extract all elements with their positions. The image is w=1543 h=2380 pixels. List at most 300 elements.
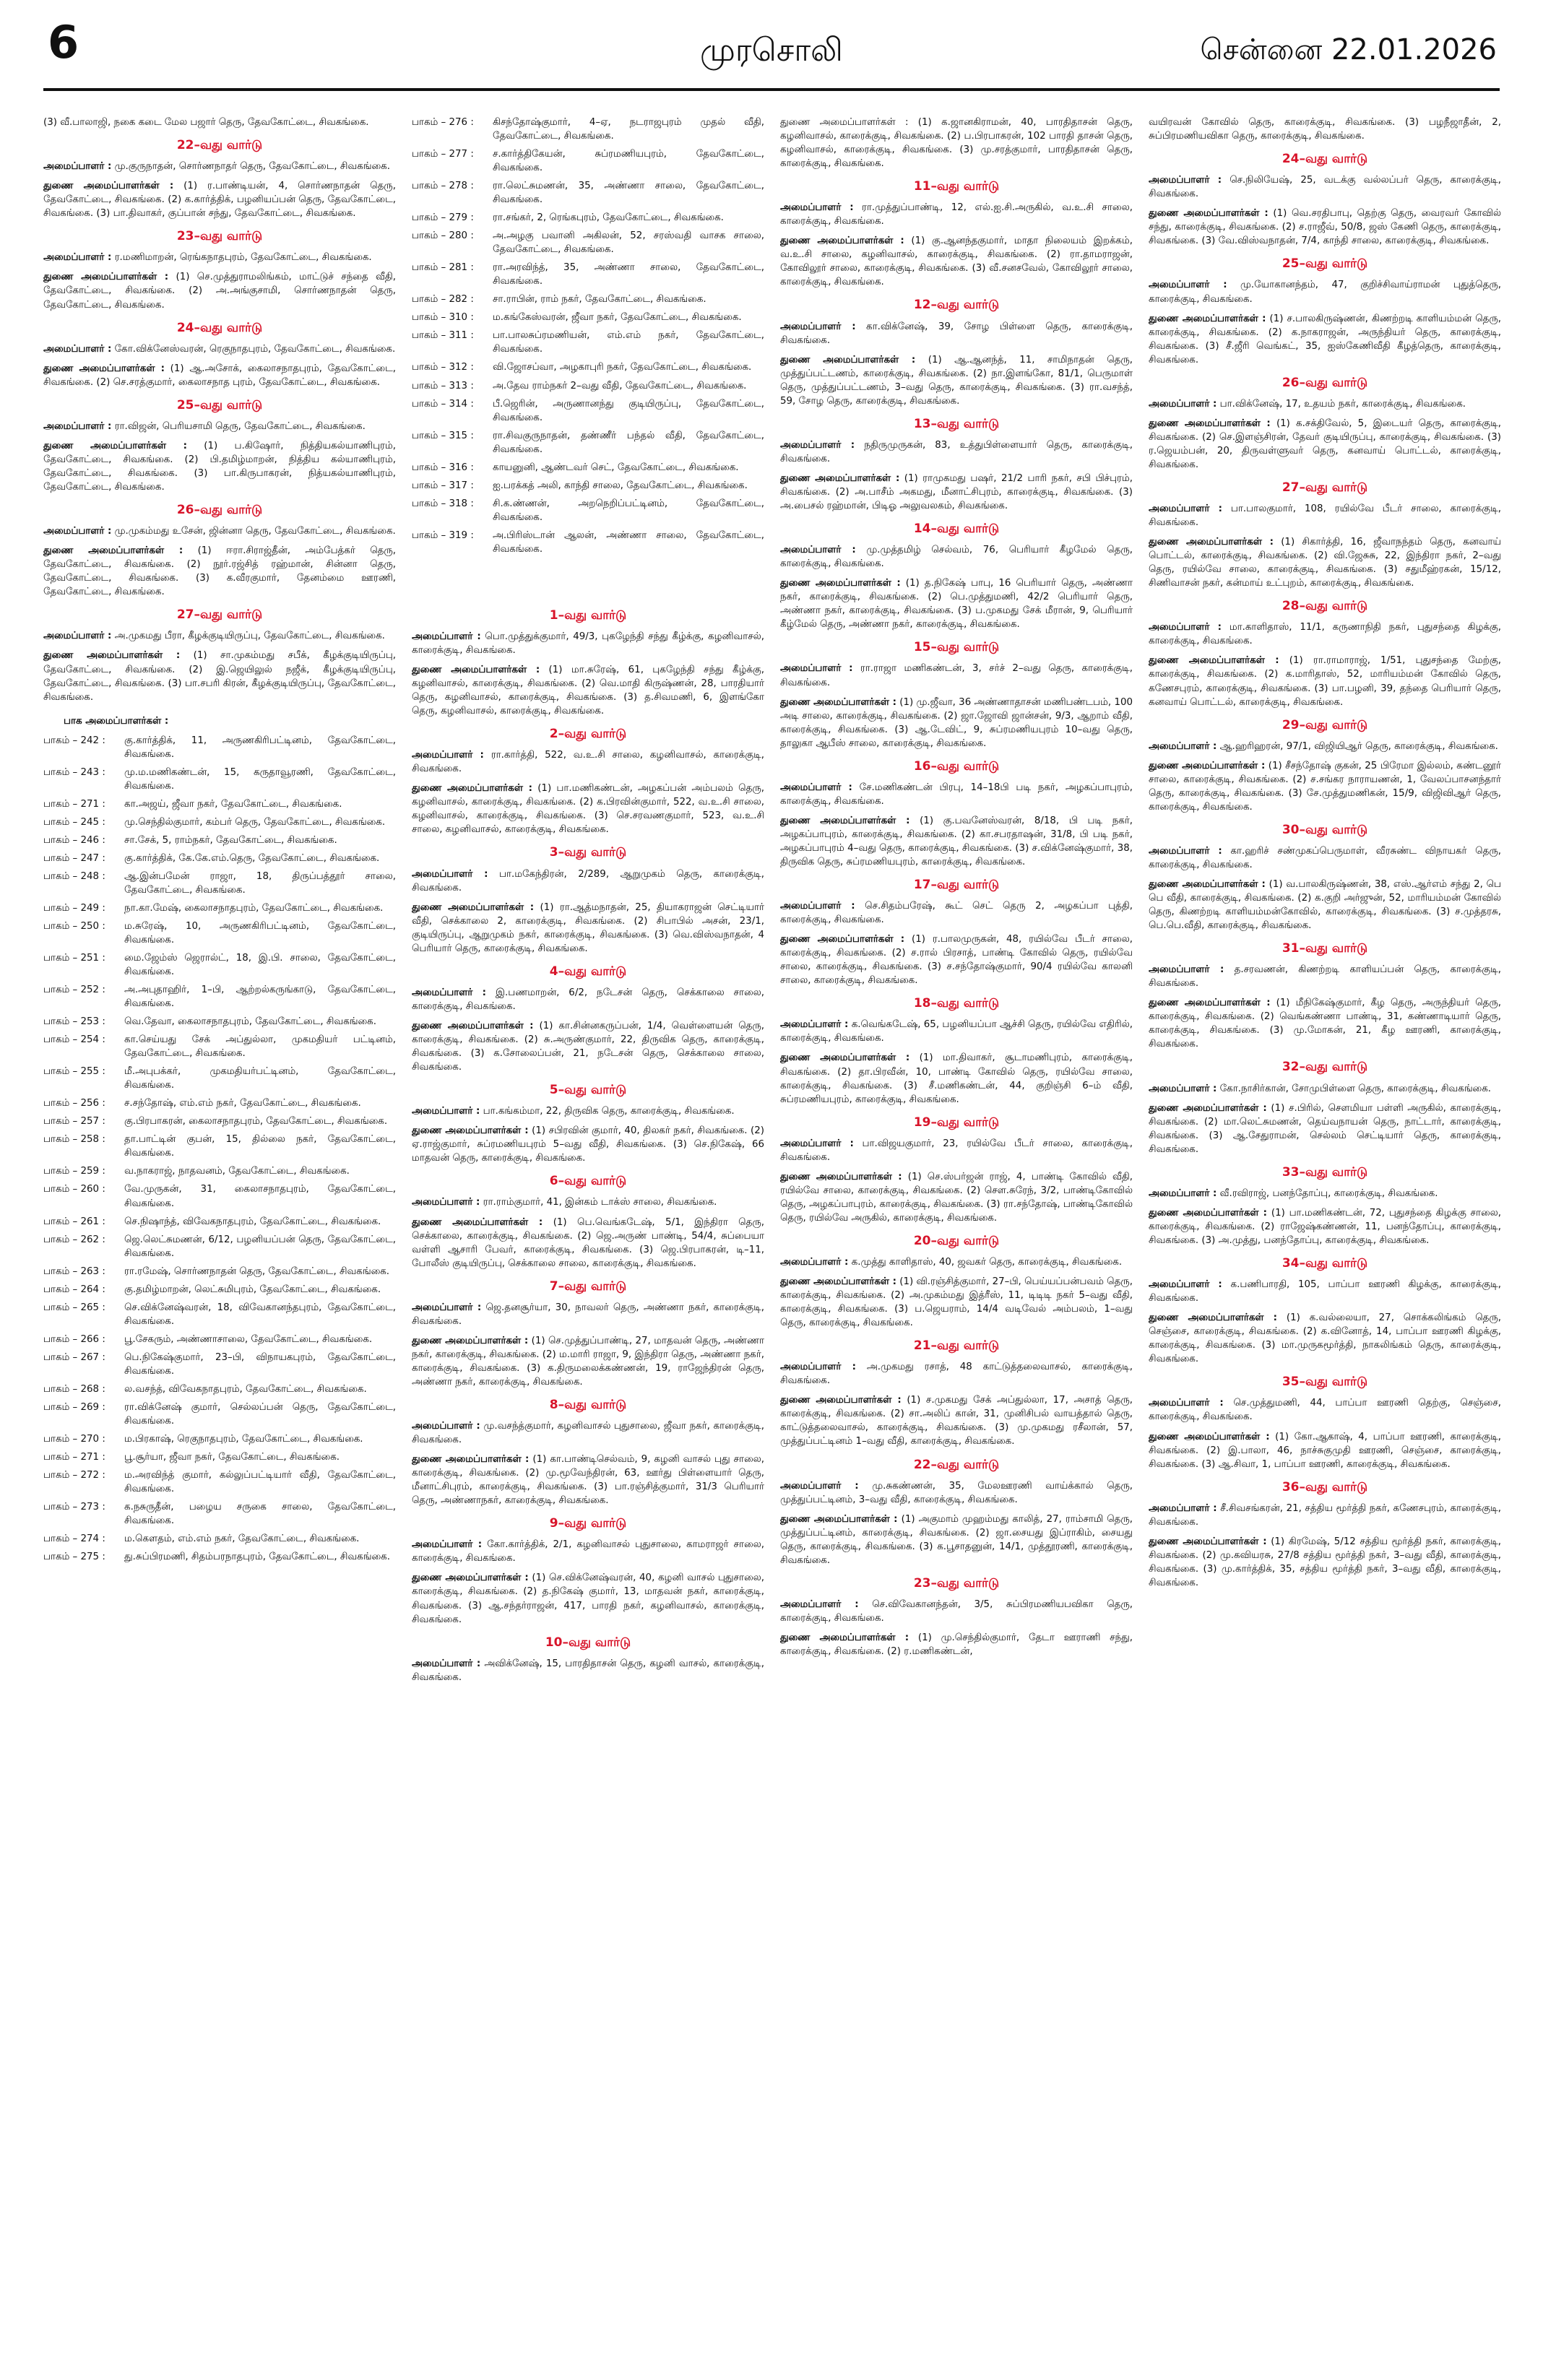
organizer-label: அமைப்பாளர் : xyxy=(412,868,488,880)
deputies-label: துணை அமைப்பாளர்கள் : xyxy=(43,181,174,192)
deputies-label: துணை அமைப்பாளர்கள் : xyxy=(1149,879,1266,891)
organizer-text: பொ.முத்துக்குமார், 49/3, புகழேந்தி சந்து கீழ்க்கு, கழனிவாசல், காரைக்குடி, சிவகங்கை. xyxy=(412,631,764,656)
booth-text: ரா.ரமேஷ், சொர்ணநாதன் தெரு, தேவகோட்டை, சிவகங்கை. xyxy=(124,1265,390,1277)
deputies-entry xyxy=(780,696,1133,750)
booth-text: ரா.விக்னேஷ் குமார், செல்லப்பன் தெரு, தேவகோட்டை, சிவகங்கை. xyxy=(124,1401,396,1427)
booth-number: பாகம் – 265 : xyxy=(43,1302,105,1313)
deputies-text: (1) ஆ.ஆனந்த், 11, சாமிநாதன் தெரு, முத்துப்பட்டணம், காரைக்குடி, சிவகங்கை. (2) நா.இளங்கோ, 81/1, பெருமாள் தெரு, முத்துப்பட்டணம், 3–வது தெரு, காரைக்குடி, சிவகங்கை. (3) ரா.வசந்த், 59, சோழ தெரு, காரைக்குடி, சிவகங்கை. xyxy=(780,354,1133,407)
dateline: சென்னை 22.01.2026 xyxy=(1200,33,1497,66)
organizer-entry xyxy=(780,899,1133,927)
organizer-label: அமைப்பாளர் : xyxy=(780,439,855,451)
deputies-label: துணை அமைப்பாளர்கள் : xyxy=(412,1572,529,1584)
booth-row xyxy=(43,852,396,865)
ward-heading: 10–வது வார்டு xyxy=(545,1635,631,1650)
booth-text: பூ.சேகரும், அண்ணாசாலை, தேவகோட்டை, சிவகங்கை. xyxy=(124,1333,373,1345)
deputies-entry xyxy=(412,1453,764,1507)
deputies-label: துணை அமைப்பாளர்கள் : xyxy=(412,665,540,676)
organizer-entry xyxy=(1149,844,1501,872)
newspaper-name: முரசொலி xyxy=(700,32,843,69)
deputies-label: துணை அமைப்பாளர்கள் : xyxy=(780,934,905,945)
masthead xyxy=(43,10,1500,91)
deputies-label: துணை அமைப்பாளர்கள் : xyxy=(412,1335,529,1346)
booth-number: பாகம் – 277 : xyxy=(412,149,474,160)
booth-number: பாகம் – 249 : xyxy=(43,902,105,914)
booth-text: பெ.நிகேஷ்குமார், 23–பி, விநாயகபுரம், தேவகோட்டை, சிவகங்கை. xyxy=(124,1351,396,1377)
deputies-entry xyxy=(412,901,764,956)
deputies-entry xyxy=(43,362,396,389)
booth-text: கு.தமிழ்மாறன், லெட்சுமிபுரம், தேவகோட்டை, சிவகங்கை. xyxy=(124,1284,381,1295)
organizer-entry xyxy=(1149,1396,1501,1424)
booth-number: பாகம் – 317 : xyxy=(412,480,474,491)
organizer-entry xyxy=(780,1598,1133,1625)
deputies-entry xyxy=(1149,535,1501,590)
deputies-text: (1) பெ.வெங்கடேஷ், 5/1, இந்திரா தெரு, செக்காலை, காரைக்குடி, சிவகங்கை. (2) ஜெ.அருண் பாண்டி, 54/4, சுப்பையா வள்ளி ஆசாரி பேவர், காரைக்குடி, சிவகங்கை. (3) ஜெ.பிரபாகரன், டி–11, போலீஸ் குடியிருப்பு, செக்காலை சாலை, காரைக்குடி, சிவகங்கை. xyxy=(412,1216,764,1269)
organizer-label: அமைப்பாளர் : xyxy=(1149,280,1227,291)
deputies-entry xyxy=(43,544,396,599)
deputies-text: (1) ர.பாண்டியன், 4, சொர்ணநாதன் தெரு, தேவகோட்டை, சிவகங்கை. (2) க.கார்த்திக், பழனியப்பன் தெரு, தேவகோட்டை, சிவகங்கை. (3) பா.திவாகர், குப்பான் சந்து, தேவகோட்டை, சிவகங்கை. xyxy=(43,181,396,220)
deputies-text: (1) சா.முகம்மது சபீக், கீழக்குடியிருப்பு, தேவகோட்டை, சிவகங்கை. (2) இ.ஜெயிலுல் நஜீக், கீழக்குடியிருப்பு, தேவகோட்டை, சிவகங்கை. (3) பா.சபரி கிரன், கீழக்குடியிருப்பு, தேவகோட்டை, சிவகங்கை. xyxy=(43,650,396,703)
deputies-entry xyxy=(780,472,1133,513)
organizer-label: அமைப்பாளர் : xyxy=(412,1302,482,1313)
booth-row xyxy=(43,1468,396,1496)
column-3 xyxy=(780,116,1133,2362)
booth-text: ஆ.இன்பமேன் ராஜா, 18, திருப்பத்தூர் சாலை, தேவகோட்டை, சிவகங்கை. xyxy=(124,870,396,896)
booth-number: பாகம் – 312 : xyxy=(412,362,474,373)
organizer-entry xyxy=(1149,278,1501,306)
ward-heading: 7–வது வார்டு xyxy=(549,1278,627,1294)
deputies-text: (1) சிகார்த்தி, 16, ஜீவாநந்தம் தெரு, கனவாய் பொட்டல், காரைக்குடி, சிவகங்கை. (2) வி.ஜேசுசு, 22, இந்திரா நகர், 2–வது தெரு, ரயில்வே சாலை, காரைக்குடி, சிவகங்கை. (3) சதுமீஹ்ரகன், 15/12, சிணிவாசன் நகர், கன்மாய் உட்புறம், காரைக்குடி, சிவகங்கை. xyxy=(1149,537,1501,589)
deputies-label: துணை அமைப்பாளர்கள் : xyxy=(412,901,535,913)
deputies-label: துணை அமைப்பாளர்கள் : xyxy=(780,1276,896,1288)
deputies-label: துணை அமைப்பாளர்கள் : xyxy=(43,272,169,283)
booth-row xyxy=(43,1033,396,1060)
booth-row xyxy=(43,1215,396,1229)
deputies-label: துணை அமைப்பாளர்கள் : xyxy=(43,545,183,557)
carry-over-text: வயிரவன் கோவில் தெரு, காரைக்குடி, சிவகங்கை. (3) பழநீஜாதீன், 2, சுப்பிரமணியவிகா தெரு, காரைக்குடி, சிவகங்கை. xyxy=(1149,117,1501,142)
deputies-entry xyxy=(43,179,396,220)
ward-heading: 22–வது வார்டு xyxy=(176,138,263,153)
deputies-entry xyxy=(780,1051,1133,1106)
organizer-entry xyxy=(412,748,764,776)
deputies-entry xyxy=(780,1170,1133,1225)
booth-number: பாகம் – 319 : xyxy=(412,529,474,541)
deputies-text: (1) கிரமேஷ், 5/12 சத்திய மூர்த்தி நகர், காரைக்குடி, சிவகங்கை. (2) மு.கவியரசு, 27/8 சத்திய மூர்த்தி நகர், 3–வது வீதி, காரைக்குடி, சிவகங்கை. (3) மு.கார்த்திக், 35, சத்திய மூர்த்தி நகர், 3–வது வீதி, காரைக்குடி, சிவகங்கை. xyxy=(1149,1536,1501,1588)
booth-text: அ.தேவ ராம்நகர் 2–வது வீதி, தேவகோட்டை, சிவகங்கை. xyxy=(493,380,747,391)
organizer-entry xyxy=(780,781,1133,808)
deputies-entry xyxy=(780,1631,1133,1658)
booth-text: சி.க.ண்ணன், அறநெறிப்பட்டினம், தேவகோட்டை, சிவகங்கை. xyxy=(493,498,764,523)
deputies-label: துணை அமைப்பாளர்கள் : xyxy=(1149,998,1271,1009)
deputies-text: (1) த.நிகேஷ் பாபு, 16 பெரியார் தெரு, அண்ணா நகர், காரைக்குடி, சிவகங்கை. (2) பெ.முத்துமணி, 42/2 பெரியார் தெரு, அண்ணா நகர், காரைக்குடி, சிவகங்கை. (3) ப.முகமது சேக் மீரான், 9, பெரியார் கீழ்மேல் தெரு, அண்ணா நகர், காரைக்குடி, சிவகங்கை. xyxy=(780,578,1133,631)
booth-number: பாகம் – 280 : xyxy=(412,230,474,242)
booth-text: செ.நிஷாந்த், விவேகநாதபுரம், தேவகோட்டை, சிவகங்கை. xyxy=(124,1216,381,1227)
organizer-entry xyxy=(1149,1082,1501,1096)
organizer-label: அமைப்பாளர் : xyxy=(412,1658,481,1669)
organizer-label: அமைப்பாளர் : xyxy=(1149,1083,1217,1094)
booth-number: பாகம் – 254 : xyxy=(43,1034,105,1046)
deputies-entry xyxy=(1149,1430,1501,1471)
booth-text: வி.ஜோசப்வா, அழகாபுரி நகர், தேவகோட்டை, சிவகங்கை. xyxy=(493,362,752,373)
ward-heading: 35–வது வார்டு xyxy=(1281,1375,1368,1390)
booth-row xyxy=(43,1115,396,1128)
organizer-entry xyxy=(780,320,1133,347)
booth-row xyxy=(43,1450,396,1464)
organizer-label: அமைப்பாளர் : xyxy=(1149,1187,1217,1199)
deputies-label: துணை அமைப்பாளர்கள் : xyxy=(1149,655,1279,667)
organizer-text: வீ.ரவிராஜ், பனந்தோப்பு, காரைக்குடி, சிவகங்கை. xyxy=(1219,1187,1438,1199)
ward-heading: 8–வது வார்டு xyxy=(549,1397,627,1412)
deputies-entry xyxy=(412,1571,764,1626)
organizer-text: மு.முத்தமிழ் செல்வம், 76, பெரியார் கீழமேல் தெரு, காரைக்குடி, சிவகங்கை. xyxy=(780,545,1133,570)
organizer-text: செ.நிலியேஷ், 25, வடக்கு வல்லப்பர் தெரு, காரைக்குடி, சிவகங்கை. xyxy=(1149,175,1501,200)
deputies-text: (1) செ.முத்துராமலிங்கம், மாட்டுச் சந்தை வீதி, தேவகோட்டை, சிவகங்கை. (2) அ.அங்குசாமி, சொர்ணநாதன் தெரு, தேவகோட்டை, சிவகங்கை. xyxy=(43,272,396,311)
booth-text: அ.அழகு பவானி அகிலன், 52, சரஸ்வதி வாசக சாலை, தேவகோட்டை, சிவகங்கை. xyxy=(493,230,764,256)
organizer-label: அமைப்பாளர் : xyxy=(1149,503,1222,515)
booth-text: ம.கங்கேஸ்வரன், ஜீவா நகர், தேவகோட்டை, சிவகங்கை. xyxy=(493,312,742,324)
organizer-entry xyxy=(780,1018,1133,1045)
deputies-label: துணை அமைப்பாளர்கள் : xyxy=(1149,1312,1278,1324)
organizer-entry xyxy=(412,1195,764,1209)
deputies-label: துணை அமைப்பாளர்கள் : xyxy=(1149,1102,1267,1114)
booth-text: பூ.சூர்யா, ஜீவா நகர், தேவகோட்டை, சிவகங்கை. xyxy=(124,1451,340,1463)
deputies-entry xyxy=(780,1513,1133,1567)
organizer-label: அமைப்பாளர் : xyxy=(43,526,112,537)
deputies-text: (1) ச.பாலகிருஷ்ணன், கிணற்றடி காளியம்மன் தெரு, காரைக்குடி, சிவகங்கை. (2) க.நாகராஜன், அருந்தியர் தெரு, காரைக்குடி, சிவகங்கை. (3) சீ.ஜீரி வெங்கட், 35, ஐஸ்கேணிவீதி கீழத்தெரு, காரைக்குடி, சிவகங்கை. xyxy=(1149,313,1501,365)
organizer-label: அமைப்பாளர் : xyxy=(412,1539,483,1551)
booth-row xyxy=(43,1382,396,1396)
booth-number: பாகம் – 281 : xyxy=(412,262,474,274)
deputies-entry xyxy=(412,1216,764,1271)
organizer-text: அ.முகமது பீரா, கீழக்குடியிருப்பு, தேவகோட்டை, சிவகங்கை. xyxy=(114,631,385,642)
organizer-entry xyxy=(780,543,1133,571)
booth-row xyxy=(43,983,396,1011)
deputies-label: துணை அமைப்பாளர்கள் : xyxy=(412,1454,530,1466)
booth-number: பாகம் – 279 : xyxy=(412,212,474,224)
booth-number: பாகம் – 242 : xyxy=(43,735,105,746)
deputies-text: (1) வ.பாலகிருஷ்ணன், 38, எஸ்.ஆர்எம் சந்து 2, பெ பெ வீதி, காரைக்குடி, சிவகங்கை. (2) க.குறி அர்ஜுன், 52, மாரியம்மன் கோவில் தெரு, கிணற்றடி காளியம்மன்கோவில், காரைக்குடி, சிவகங்கை. (3) ச.முத்தரசு, பெ.பெ.வீதி, காரைக்குடி, சிவகங்கை. xyxy=(1149,879,1501,932)
deputies-entry xyxy=(1149,417,1501,472)
ward-heading: 28–வது வார்டு xyxy=(1281,599,1368,614)
booth-number: பாகம் – 313 : xyxy=(412,380,474,391)
booth-row xyxy=(412,311,764,324)
booth-row xyxy=(43,815,396,829)
organizer-entry xyxy=(1149,502,1501,529)
booth-number: பாகம் – 243 : xyxy=(43,766,105,778)
ward-heading: 12–வது வார்டு xyxy=(913,298,1000,313)
column-4 xyxy=(1149,116,1501,2362)
booth-text: ச.சந்தோஷ், எம்.எம் நகர், தேவகோட்டை, சிவகங்கை. xyxy=(124,1098,361,1109)
booth-number: பாகம் – 266 : xyxy=(43,1333,105,1345)
organizer-label: அமைப்பாளர் : xyxy=(780,1480,859,1492)
organizer-entry xyxy=(412,1657,764,1684)
organizer-text: பா.விக்னேஷ், 17, உதயம் நகர், காரைக்குடி, சிவகங்கை. xyxy=(1219,398,1466,410)
deputies-text: (1) ச.முகமது சேக் அப்துல்லா, 17, அசாத் தெரு, காரைக்குடி, சிவகங்கை. (2) சா.அலிப் கான், 31, முனிசிபல் வாயத்தால் தெரு, காட்டுத்தலைவாசல், காரைக்குடி, சிவகங்கை. (3) மு.முகமது ரசீலான், 57, முத்துப்பட்டினம் 1–வது வீதி, காரைக்குடி, சிவகங்கை. xyxy=(780,1395,1133,1448)
booth-number: பாகம் – 274 : xyxy=(43,1533,105,1545)
booth-number: பாகம் – 273 : xyxy=(43,1502,105,1513)
booth-number: பாகம் – 258 : xyxy=(43,1134,105,1146)
organizer-entry xyxy=(1149,620,1501,648)
organizer-label: அமைப்பாளர் : xyxy=(412,1106,480,1117)
deputies-label: துணை அமைப்பாளர்கள் : xyxy=(412,1020,534,1031)
booth-number: பாகம் – 248 : xyxy=(43,870,105,882)
column-1 xyxy=(43,116,396,2362)
ward-heading: 27–வது வார்டு xyxy=(176,607,263,623)
ward-heading: 1–வது வார்டு xyxy=(549,607,627,623)
organizer-text: சே.மணிகண்டன் பிரபு, 14–18பி படி நகர், அழகப்பாபுரம், காரைக்குடி, சிவகங்கை. xyxy=(780,782,1133,807)
booth-text: நா.கா.மேஷ், கைலாசநாதபுரம், தேவகோட்டை, சிவகங்கை. xyxy=(124,902,384,914)
booth-row xyxy=(43,1283,396,1297)
organizer-text: கோ.விக்னேஸ்வரன், ரெகுநாதபுரம், தேவகோட்டை, சிவகங்கை. xyxy=(114,343,396,355)
deputies-text: (1) மீநிகேஷ்குமார், கீழ தெரு, அருந்தியர் தெரு, காரைக்குடி, சிவகங்கை. (2) வெங்கண்ணா பாண்டி, 31, கண்ணாடியார் தெரு, காரைக்குடி, சிவகங்கை. (3) மு.மோகன், 21, கீழ ஊரணி, காரைக்குடி, சிவகங்கை. xyxy=(1149,998,1501,1050)
deputies-text: (1) அகுமாம் முஹம்மது காலித், 27, ராம்சாமி தெரு, முத்துப்பட்டினம், காரைக்குடி, சிவகங்கை. (2) ஜா.சையது இப்ராகிம், சையது தெரு, காரைக்குடி, சிவகங்கை. (3) க.பூசாதனுன், 14/1, முத்தூரணி, காரைக்குடி, சிவகங்கை. xyxy=(780,1513,1133,1566)
booth-row xyxy=(43,834,396,847)
booth-number: பாகம் – 261 : xyxy=(43,1216,105,1227)
organizer-text: ரா.கார்த்தி, 522, வ.உ.சி சாலை, கழனிவாசல், காரைக்குடி, சிவகங்கை. xyxy=(412,750,764,775)
organizer-label: அமைப்பாளர் : xyxy=(412,631,481,642)
carry-over-text: (3) வீ.பாலாஜி, நகை கடை மேல பஜார் தெரு, தேவகோட்டை, சிவகங்கை. xyxy=(43,117,369,128)
booth-row xyxy=(43,1301,396,1328)
deputies-entry xyxy=(43,439,396,494)
booth-number: பாகம் – 275 : xyxy=(43,1552,105,1563)
organizer-text: அ.முகமது ரசாத், 48 காட்டுத்தலைவாசல், காரைக்குடி, சிவகங்கை. xyxy=(780,1362,1133,1387)
deputies-label: துணை அமைப்பாளர்கள் : xyxy=(780,1395,902,1406)
booth-number: பாகம் – 255 : xyxy=(43,1066,105,1078)
booth-row xyxy=(412,293,764,306)
organizer-entry xyxy=(780,438,1133,466)
organizer-label: அமைப்பாளர் : xyxy=(780,1019,849,1031)
organizer-text: இ.பணமாறன், 6/2, நடேசன் தெரு, செக்காலை சாலை, காரைக்குடி, சிவகங்கை. xyxy=(412,987,764,1012)
booth-number: பாகம் – 250 : xyxy=(43,920,105,932)
booth-number: பாகம் – 259 : xyxy=(43,1166,105,1177)
organizer-entry xyxy=(412,1419,764,1447)
deputies-text: (1) ஈரா.சிராஜ்தீன், அம்பேத்கர் தெரு, தேவகோட்டை, சிவகங்கை. (2) நூர்.ரஜ்சித் ரஹ்மான், சின்னா தெரு, தேவகோட்டை, சிவகங்கை. (3) க.வீரகுமார், தேனம்மை ஊரணி, தேவகோட்டை, சிவகங்கை. xyxy=(43,545,396,598)
organizer-label: அமைப்பாளர் : xyxy=(780,545,856,556)
ward-heading: 31–வது வார்டு xyxy=(1281,941,1368,956)
ward-heading: 25–வது வார்டு xyxy=(1281,256,1368,272)
page-number: 6 xyxy=(48,16,79,69)
booth-row xyxy=(412,329,764,356)
booth-row xyxy=(43,1432,396,1446)
booth-row xyxy=(412,261,764,288)
booth-row xyxy=(412,379,764,393)
deputies-entry xyxy=(1149,1206,1501,1247)
ward-heading: 34–வது வார்டு xyxy=(1281,1256,1368,1271)
deputies-entry xyxy=(780,576,1133,631)
organizer-text: மு.முகம்மது உசேன், ஜின்னா தெரு, தேவகோட்டை, சிவகங்கை. xyxy=(114,526,396,537)
organizer-text: ரா.முத்துப்பாண்டி, 12, எல்.ஐ.சி.அருகில், வ.உ.சி சாலை, காரைக்குடி, சிவகங்கை. xyxy=(780,202,1133,228)
booth-row xyxy=(412,179,764,207)
organizer-label: அமைப்பாளர் : xyxy=(780,1138,854,1149)
organizer-text: பா.கங்கம்மா, 22, திருவிக தெரு, காரைக்குடி, சிவகங்கை. xyxy=(483,1106,735,1117)
deputies-text: (1) ச.பிரில், சௌமியா பள்ளி அருகில், காரைக்குடி, சிவகங்கை. (2) மா.லெட்சுமணன், தெய்வநாயன் தெரு, நாட்டார், காரைக்குடி, சிவகங்கை. (3) ஆ.சேதுராமன், செல்லம் செட்டியார் தெரு, காரைக்குடி, சிவகங்கை. xyxy=(1149,1102,1501,1155)
booth-row xyxy=(43,734,396,761)
ward-heading: 9–வது வார்டு xyxy=(549,1516,627,1531)
organizer-text: செ.முத்துமணி, 44, பாப்பா ஊரணி தெற்கு, செஞ்சை, காரைக்குடி, சிவகங்கை. xyxy=(1149,1398,1501,1423)
deputies-text: (1) க.சக்திவேல், 5, இடையர் தெரு, காரைக்குடி, சிவகங்கை. (2) செ.இளஞ்சிரன், தேவர் குடியிருப்பு, காரைக்குடி, சிவகங்கை. (3) ர.ஜெயம்பன், 20, திருவள்ளுவர் தெரு, கனவாய் பொட்டல், காரைக்குடி, சிவகங்கை. xyxy=(1149,417,1501,470)
ward-heading: 30–வது வார்டு xyxy=(1281,822,1368,837)
booth-text: மை.ஜேம்ஸ் ஜெரால்ட், 18, இ.பி. சாலை, தேவகோட்டை, சிவகங்கை. xyxy=(124,953,396,978)
organizer-text: பா.மகேந்திரன், 2/289, ஆறுமுகம் தெரு, காரைக்குடி, சிவகங்கை. xyxy=(412,868,764,893)
booth-row xyxy=(412,397,764,425)
deputies-text: (1) ரா.ராமாராஜ், 1/51, புதுசந்தை மேற்கு, காரைக்குடி, சிவகங்கை. (2) க.மாரிதாஸ், 52, மாரியம்மன் கோவில் தெரு, கணேசபுரம், காரைக்குடி, சிவகங்கை. (3) பா.பழனி, 39, தந்தை பெரியார் தெரு, கனவாய் பொட்டல், காரைக்குடி, சிவகங்கை. xyxy=(1149,655,1501,708)
booth-row xyxy=(43,1265,396,1278)
deputies-entry xyxy=(412,1334,764,1389)
booth-number: பாகம் – 311 : xyxy=(412,330,474,342)
booth-text: பா.பாலசுப்ரமணியன், எம்.எம் நகர், தேவகோட்டை, சிவகங்கை. xyxy=(493,330,764,355)
carry-over-text: துணை அமைப்பாளர்கள் : (1) க.ஜானகிராமன், 40, பாரதிதாசன் தெரு, கழனிவாசல், காரைக்குடி, சிவகங்கை. (2) ப.பிரபாகரன், 102 பாரதி தாசன் தெரு, கழனிவாசல், காரைக்குடி, சிவகங்கை. (3) மு.சரத்குமார், பாரதிதாசன் தெரு, காரைக்குடி, சிவகங்கை. xyxy=(780,117,1133,170)
organizer-text: அவிக்னேஷ், 15, பாரதிதாசன் தெரு, கழனி வாசல், காரைக்குடி, சிவகங்கை. xyxy=(412,1658,764,1683)
ward-heading: 23–வது வார்டு xyxy=(176,229,263,244)
booth-row xyxy=(412,529,764,556)
deputies-entry xyxy=(412,782,764,836)
deputies-entry xyxy=(1149,1311,1501,1366)
deputies-entry xyxy=(412,1019,764,1074)
booth-row xyxy=(412,211,764,225)
organizer-text: கா.ஹரிச் சண்முகப்பெருமாள், வீரசுண்ட விநாயகர் தெரு, காரைக்குடி, சிவகங்கை. xyxy=(1149,845,1501,870)
booth-row xyxy=(43,1550,396,1564)
organizer-entry xyxy=(412,1104,764,1118)
booth-number: பாகம் – 245 : xyxy=(43,816,105,828)
booth-row xyxy=(43,1333,396,1346)
deputies-entry xyxy=(780,1275,1133,1330)
deputies-text: (1) மா.சுரேஷ், 61, புகழேந்தி சந்து கீழ்க்கு, கழனிவாசல், காரைக்குடி, சிவகங்கை. (2) வெ.மாதி கிருஷ்ணன், 28, பாரதியார் தெரு, கழனிவாசல், காரைக்குடி, சிவகங்கை. (3) த.சிவமணி, 6, இளங்கோ தெரு, கழனிவாசல், காரைக்குடி, சிவகங்கை. xyxy=(412,665,764,717)
deputies-label: துணை அமைப்பாளர்கள் : xyxy=(1149,417,1271,429)
booth-row xyxy=(43,1233,396,1260)
ward-heading: 26–வது வார்டு xyxy=(176,503,263,518)
organizer-entry xyxy=(780,1360,1133,1388)
booth-row xyxy=(43,1182,396,1210)
deputies-text: (1) பா.மணிகண்டன், அழகப்பன் அம்பலம் தெரு, கழனிவாசல், காரைக்குடி, சிவகங்கை. (2) க.பிரவின்குமார், 522, வ.உ.சி சாலை, கழனிவாசல், காரைக்குடி, சிவகங்கை. (3) செ.சரவணகுமார், 523, வ.உ.சி சாலை, கழனிவாசல், காரைக்குடி, சிவகங்கை. xyxy=(412,783,764,836)
booth-text: செ.விக்னேஷ்வரன், 18, விவேகானந்தபுரம், தேவகோட்டை, சிவகங்கை. xyxy=(124,1302,396,1327)
organizer-text: செ.விவேகானந்தன், 3/5, சுப்பிரமணியபவிகா தெரு, காரைக்குடி, சிவகங்கை. xyxy=(780,1598,1133,1624)
deputies-entry xyxy=(43,649,396,704)
organizer-entry xyxy=(1149,1502,1501,1529)
deputies-label: துணை அமைப்பாளர்கள் : xyxy=(1149,1431,1270,1442)
booth-text: ஜெ.லெட்சுமணன், 6/12, பழனியப்பன் தெரு, தேவகோட்டை, சிவகங்கை. xyxy=(124,1234,396,1259)
booth-text: அ.பிரிஸ்டான் ஆலன், அண்ணா சாலை, தேவகோட்டை, சிவகங்கை. xyxy=(493,529,764,555)
booth-text: அ.அபுதாஹிர், 1–பி, ஆற்றல்கருங்காடு, தேவகோட்டை, சிவகங்கை. xyxy=(124,985,396,1010)
organizer-entry xyxy=(780,1137,1133,1164)
organizer-entry xyxy=(1149,963,1501,990)
organizer-label: அமைப்பாளர் : xyxy=(780,202,854,214)
organizer-label: அமைப்பாளர் : xyxy=(43,161,112,173)
booth-text: க.நசுருதீன், பழைய சருகை சாலை, தேவகோட்டை, சிவகங்கை. xyxy=(124,1502,396,1527)
booth-text: கு.கார்த்திக், கே.கே.எம்.தெரு, தேவகோட்டை, சிவகங்கை. xyxy=(124,852,380,864)
deputies-label: துணை அமைப்பாளர்கள் : xyxy=(43,363,165,374)
ward-heading: 14–வது வார்டு xyxy=(913,522,1000,537)
booth-row xyxy=(412,229,764,256)
booth-number: பாகம் – 264 : xyxy=(43,1284,105,1295)
organizer-entry xyxy=(1149,1278,1501,1305)
deputies-text: (1) செ.ஸ்பர்ஜன் ராஜ், 4, பாண்டி கோவில் வீதி, ரயில்வே சாலை, காரைக்குடி, சிவகங்கை. (2) சௌ.சுரேந், 3/2, பாண்டிகோவில் தெரு, அழகப்பாபுரம், காரைக்குடி, சிவகங்கை. (3) ரா.சந்தோஷ், பாண்டிகோவில் தெரு, ரயில்வே அருகில், காரைக்குடி, சிவகங்கை. xyxy=(780,1171,1133,1224)
booth-row xyxy=(412,461,764,475)
deputies-label: துணை அமைப்பாளர்கள் : xyxy=(780,472,900,484)
booth-number: பாகம் – 263 : xyxy=(43,1265,105,1277)
organizer-label: அமைப்பாளர் : xyxy=(780,321,856,332)
organizer-label: அமைப்பாளர் : xyxy=(1149,1398,1224,1409)
organizer-label: அமைப்பாளர் : xyxy=(1149,964,1224,976)
deputies-text: (1) ஆ.அசோக், கைலாசநாதபுரம், தேவகோட்டை, சிவகங்கை. (2) செ.சரத்குமார், கைலாசநாத புரம், தேவகோட்டை, சிவகங்கை. xyxy=(43,363,396,388)
deputies-text: (1) சீசந்தோஷ் குகன், 25 பிரேமா இல்லம், கண்டனூர் சாலை, காரைக்குடி, சிவகங்கை. (2) ச.சங்கர நாராயணன், 1, வேலப்பாசனந்தார் தெரு, காரைக்குடி, சிவகங்கை. (3) சே.முத்துமணிகன், 15/9, விஜிவிஆர் தெரு, காரைக்குடி, சிவகங்கை. xyxy=(1149,760,1501,813)
booth-text: ல.வசந்த், விவேகநாதபுரம், தேவகோட்டை, சிவகங்கை. xyxy=(124,1383,367,1395)
deputies-text: (1) ப.கிஷோர், நித்தியகல்யாணிபுரம், தேவகோட்டை, சிவகங்கை. (2) பி.தமிழ்மாறன், நித்திய கல்யாணிபுரம், தேவகோட்டை, சிவகங்கை. (3) பா.கிருபாகரன், நித்யகல்யாணிபுரம், தேவகோட்டை, சிவகங்கை. xyxy=(43,440,396,493)
deputies-label: துணை அமைப்பாளர்கள் : xyxy=(43,650,181,662)
booth-number: பாகம் – 278 : xyxy=(412,181,474,192)
ward-heading: 16–வது வார்டு xyxy=(913,758,1000,774)
organizer-text: ரா.ராஜா மணிகண்டன், 3, சர்ச் 2–வது தெரு, காரைக்குடி, சிவகங்கை. xyxy=(780,663,1133,688)
deputies-label: துணை அமைப்பாளர்கள் : xyxy=(780,1052,910,1064)
column-2 xyxy=(412,116,764,2362)
organizer-text: மு.சுகண்ணன், 35, மேலஊரணி வாய்க்கால் தெரு, முத்துப்பட்டினம், 3–வது வீதி, காரைக்குடி, சிவகங்கை. xyxy=(780,1480,1133,1505)
ward-heading: 24–வது வார்டு xyxy=(1281,152,1368,167)
organizer-entry xyxy=(43,251,396,264)
booth-row xyxy=(43,1096,396,1110)
deputies-label: துணை அமைப்பாளர்கள் : xyxy=(412,1125,529,1137)
deputies-label: துணை அமைப்பாளர்கள் : xyxy=(780,696,897,708)
booth-row xyxy=(43,951,396,979)
organizer-entry xyxy=(43,629,396,643)
ward-heading: 26–வது வார்டு xyxy=(1281,375,1368,390)
booth-number: பாகம் – 276 : xyxy=(412,117,474,128)
deputies-label: துணை அமைப்பாளர்கள் : xyxy=(1149,760,1266,771)
ward-heading: 32–வது வார்டு xyxy=(1281,1060,1368,1075)
booth-number: பாகம் – 260 : xyxy=(43,1184,105,1195)
booth-text: கிசந்தோஷ்குமார், 4–ஏ, நடராஜபுரம் முதல் வீதி, தேவகோட்டை, சிவகங்கை. xyxy=(493,117,764,142)
booth-text: கா.அஜய், ஜீவா நகர், தேவகோட்டை, சிவகங்கை. xyxy=(124,798,342,810)
deputies-entry xyxy=(780,234,1133,289)
booth-row xyxy=(43,870,396,897)
booth-number: பாகம் – 271 : xyxy=(43,1451,105,1463)
deputies-text: (1) வெ.சரதிபாபு, தெற்கு தெரு, வைரவர் கோவில் சந்து, காரைக்குடி, சிவகங்கை. (2) ச.ராஜீவ், 50/8, ஜஸ் கேணி தெரு, காரைக்குடி, சிவகங்கை. (3) வே.விஸ்வநாதன், 7/4, காந்தி சாலை, காரைக்குடி, சிவகங்கை. xyxy=(1149,208,1501,247)
deputies-label: துணை அமைப்பாளர்கள் : xyxy=(1149,537,1274,548)
organizer-entry xyxy=(412,867,764,895)
organizer-label: அமைப்பாளர் : xyxy=(412,1421,480,1432)
ward-heading: 17–வது வார்டு xyxy=(913,877,1000,892)
organizer-text: க.பணிபாரதி, 105, பாப்பா ஊரணி கிழக்கு, காரைக்குடி, சிவகங்கை. xyxy=(1149,1279,1501,1304)
deputies-text: (1) செ.முத்துப்பாண்டி, 27, மாதவன் தெரு, அண்ணா நகர், காரைக்குடி, சிவகங்கை. (2) ம.மாரி ராஜா, 9, இந்திரா தெரு, அண்ணா நகர், காரைக்குடி, சிவகங்கை. (3) க.திருமலைக்கண்ணன், 19, ராஜேந்திரன் தெரு, அண்ணா நகர், காரைக்குடி, சிவகங்கை. xyxy=(412,1335,764,1388)
booth-row xyxy=(43,1351,396,1378)
booth-number: பாகம் – 262 : xyxy=(43,1234,105,1245)
organizer-label: அமைப்பாளர் : xyxy=(780,901,855,912)
deputies-entry xyxy=(1149,654,1501,709)
booth-text: கா.செய்யது சேக் அப்துல்லா, முகமதியர் பட்டினம், தேவகோட்டை, சிவகங்கை. xyxy=(124,1034,396,1060)
booth-number: பாகம் – 270 : xyxy=(43,1433,105,1445)
booth-text: ம.கௌதம், எம்.எம் நகர், தேவகோட்டை, சிவகங்கை. xyxy=(124,1533,360,1545)
deputies-text: (1) மா.திவாகர், சூடாமணிபுரம், காரைக்குடி, சிவகங்கை. (2) தா.பிரவீன், 10, பாண்டி கோவில் தெரு, ரயில்வே சாலை, காரைக்குடி, சிவகங்கை. (3) சீ.மணிகண்டன், 44, குறிஞ்சி 6–ம் வீதி, சுப்ரமணியபுரம், காரைக்குடி, சிவகங்கை. xyxy=(780,1052,1133,1105)
organizer-text: த.சரவணன், கிணற்றடி காளியப்பன் தெரு, காரைக்குடி, சிவகங்கை. xyxy=(1149,964,1501,990)
organizer-text: சீ.சிவசங்கரன், 21, சத்திய மூர்த்தி நகர், கணேசபுரம், காரைக்குடி, சிவகங்கை. xyxy=(1149,1502,1501,1528)
ward-heading: 36–வது வார்டு xyxy=(1281,1479,1368,1494)
deputies-text: (1) மு.செந்தில்குமார், தேடா ஊராணி சந்து, காரைக்குடி, சிவகங்கை. (2) ர.மணிகண்டன், xyxy=(780,1632,1133,1658)
booth-number: பாகம் – 268 : xyxy=(43,1383,105,1395)
article-columns xyxy=(43,116,1503,2362)
booth-text: கு.கார்த்திக், 11, அருணகிரிபட்டினம், தேவகோட்டை, சிவகங்கை. xyxy=(124,735,396,760)
organizer-label: அமைப்பாளர் : xyxy=(43,252,112,264)
organizer-text: கா.விக்னேஷ், 39, சோழ பிள்ளை தெரு, காரைக்குடி, சிவகங்கை. xyxy=(780,321,1133,346)
booth-number: பாகம் – 246 : xyxy=(43,834,105,846)
deputies-label: துணை அமைப்பாளர்கள் : xyxy=(412,783,532,795)
organizer-label: அமைப்பாளர் : xyxy=(1149,398,1217,410)
deputies-entry xyxy=(780,932,1133,987)
deputies-text: (1) கு.ஆனந்தகுமார், மாதா நிலையம் இறக்கம், வ.உ.சி சாலை, கழனிவாசல், காரைக்குடி, சிவகங்கை. (2) ரா.தாமராஜன், கோவிலூர் சாலை, காரைக்குடி, சிவகங்கை. (3) வீ.சனசவேல், கோவிலூர் சாலை, காரைக்குடி, சிவகங்கை. xyxy=(780,235,1133,288)
organizer-text: பா.விஜயகுமார், 23, ரயில்வே பீடர் சாலை, காரைக்குடி, சிவகங்கை. xyxy=(780,1138,1133,1163)
booth-row xyxy=(412,360,764,374)
booth-text: ச.கார்த்திகேயன், சுப்ரமணியபுரம், தேவகோட்டை, சிவகங்கை. xyxy=(493,149,764,174)
booth-text: ஐ.பரக்கத் அலி, காந்தி சாலை, தேவகோட்டை, சிவகங்கை. xyxy=(493,480,748,491)
deputies-label: துணை அமைப்பாளர்கள் : xyxy=(780,1171,902,1182)
ward-heading: 4–வது வார்டு xyxy=(549,964,627,979)
deputies-entry xyxy=(43,270,396,311)
